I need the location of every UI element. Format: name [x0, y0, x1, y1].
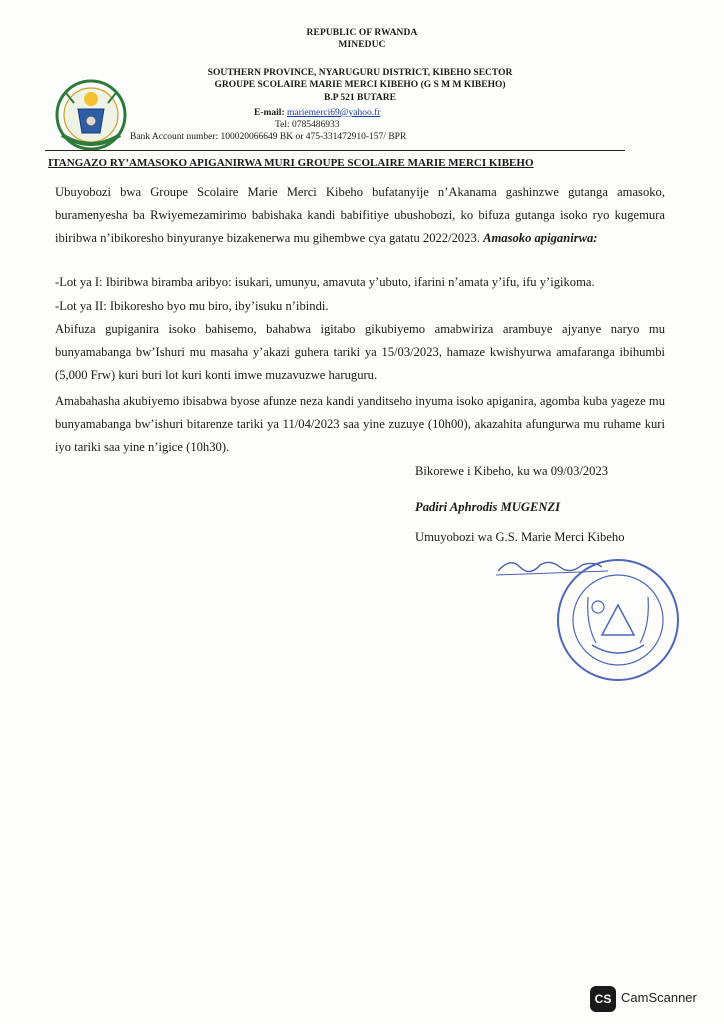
letterhead-location: SOUTHERN PROVINCE, NYARUGURU DISTRICT, KIBEHO SECTOR [207, 68, 513, 78]
signatory-name: Padiri Aphrodis MUGENZI [415, 500, 561, 514]
email-link[interactable]: mariemerci69@yahoo.fr [286, 108, 381, 118]
bidding-document-paragraph: Abifuza gupiganira isoko bahisemo, bahabwa igitabo gikubiyemo amabwiriza arambuye ajyanye naryo mu bunyamabanga bw’Ishuri mu masaha y’akazi guhera tariki ya 15/03/2023, hamaze kwishyurwa amafaranga ibihumbi (5,000 Frw) kuri buri lot kuri konti imwe muzavuzwe haruguru. [55, 322, 665, 382]
camscanner-watermark: CamScanner [621, 990, 697, 1005]
document-title: ITANGAZO RY’AMASOKO APIGANIRWA MURI GROUPE SCOLAIRE MARIE MERCI KIBEHO [48, 157, 534, 169]
intro-paragraph [55, 181, 665, 249]
place-and-date: Bikorewe i Kibeho, ku wa 09/03/2023 [415, 464, 609, 478]
letterhead-school: GROUPE SCOLAIRE MARIE MERCI KIBEHO (G S M M KIBEHO) [214, 80, 506, 90]
lot-1: -Lot ya I: Ibiribwa biramba aribyo: isukari, umunyu, amavuta y’ubuto, ifarini n’amata y’ifu, ifu y’igikoma. [55, 275, 595, 289]
email-label: E-mail: [254, 108, 285, 118]
letterhead-bank-account: Bank Account number: 100020066649 BK or 475-331472910-157/ BPR [130, 132, 407, 142]
header-divider [45, 150, 625, 151]
letterhead-phone: Tel: 0785486933 [275, 120, 340, 130]
tenders-heading: Amasoko apiganirwa: [483, 230, 598, 245]
camscanner-logo-icon: CS [590, 986, 616, 1012]
signature-and-stamp [490, 545, 690, 685]
signatory-role: Umuyobozi wa G.S. Marie Merci Kibeho [415, 530, 625, 544]
letterhead-po-box: B.P 521 BUTARE [324, 93, 396, 103]
submission-paragraph: Amabahasha akubiyemo ibisabwa byose afunze neza kandi yanditseho inyuma isoko apiganira, agomba kuba yageze mu bunyamabanga bw’ishuri bitarenze tariki ya 11/04/2023 saa yine zuzuye (10h00), akazahita afungurwa mu ruhame kuri iyo tariki saa yine n’igice (10h30). [55, 394, 665, 454]
rwanda-coat-of-arms-emblem [48, 75, 134, 155]
intro-text: Ubuyobozi bwa Groupe Scolaire Marie Merci Kibeho bufatanyije n’Akanama gashinzwe gutanga amasoko, buramenyesha ba Rwiyemezamirimo babishaka kandi babifitiye ubushobozi, ko bifuza gutanga isoko ryo kugemura ibiribwa n’ibikoresho binyuranye bizakenerwa mu gihembwe cya gatatu 2022/2023. [55, 185, 665, 245]
lot-2: -Lot ya II: Ibikoresho byo mu biro, iby’isuku n’ibindi. [55, 299, 329, 313]
letterhead-ministry: MINEDUC [338, 40, 386, 50]
letterhead-country: REPUBLIC OF RWANDA [306, 28, 418, 38]
letterhead-email-row [254, 108, 380, 118]
